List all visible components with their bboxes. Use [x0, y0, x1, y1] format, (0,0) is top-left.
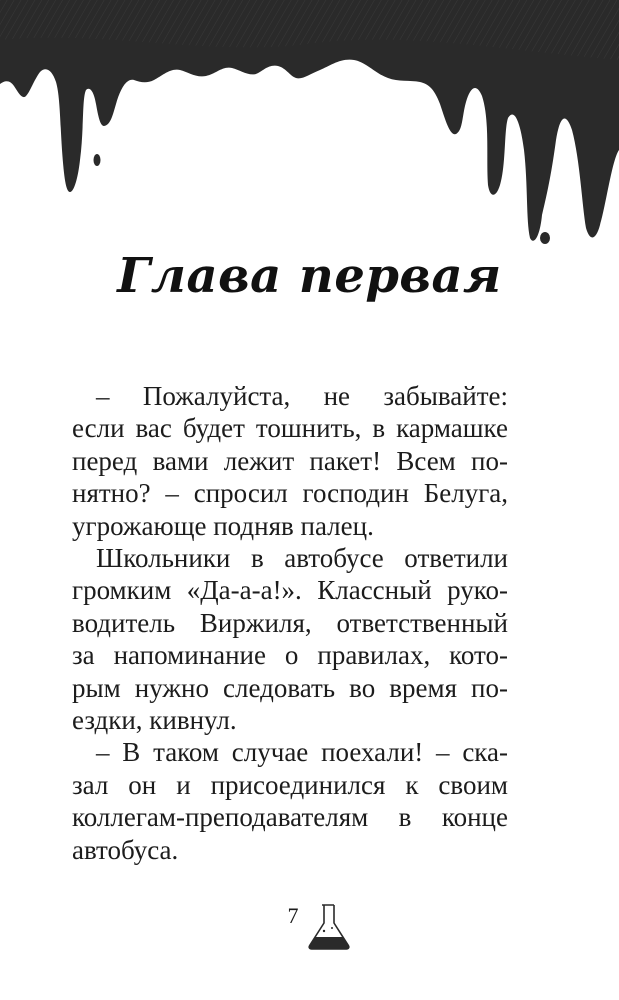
ink-drips-decoration	[0, 0, 619, 250]
flask-icon	[302, 901, 356, 951]
text-line: за напоминание о правилах, кото-	[72, 640, 508, 671]
page-number: 7	[287, 903, 299, 928]
text-line: громким «Да-а-а!». Классный руко-	[72, 575, 508, 606]
body-text	[72, 380, 508, 866]
text-line: коллегам-преподавателям в конце	[72, 802, 508, 833]
text-line: рым нужно следовать во время по-	[72, 672, 508, 703]
paragraph-3	[72, 736, 508, 866]
text-line: угрожающе подняв палец.	[72, 510, 374, 541]
paragraph-2	[72, 542, 508, 736]
page-footer	[0, 895, 619, 955]
text-line: зал он и присоединился к своим	[72, 769, 508, 800]
text-line: автобуса.	[72, 834, 179, 865]
chapter-title: Глава первая	[117, 248, 502, 304]
text-line: Школьники в автобусе ответили	[96, 543, 508, 574]
text-line: – В таком случае поехали! – ска-	[96, 737, 508, 768]
text-line: нятно? – спросил господин Белуга,	[72, 478, 508, 509]
text-line: если вас будет тошнить, в кармашке	[72, 413, 508, 444]
paragraph-1	[72, 380, 508, 542]
text-line: водитель Виржиля, ответственный	[72, 607, 508, 638]
text-line: перед вами лежит пакет! Всем по-	[72, 445, 508, 476]
text-line: – Пожалуйста, не забывайте:	[96, 381, 508, 411]
text-line: ездки, кивнул.	[72, 705, 237, 736]
